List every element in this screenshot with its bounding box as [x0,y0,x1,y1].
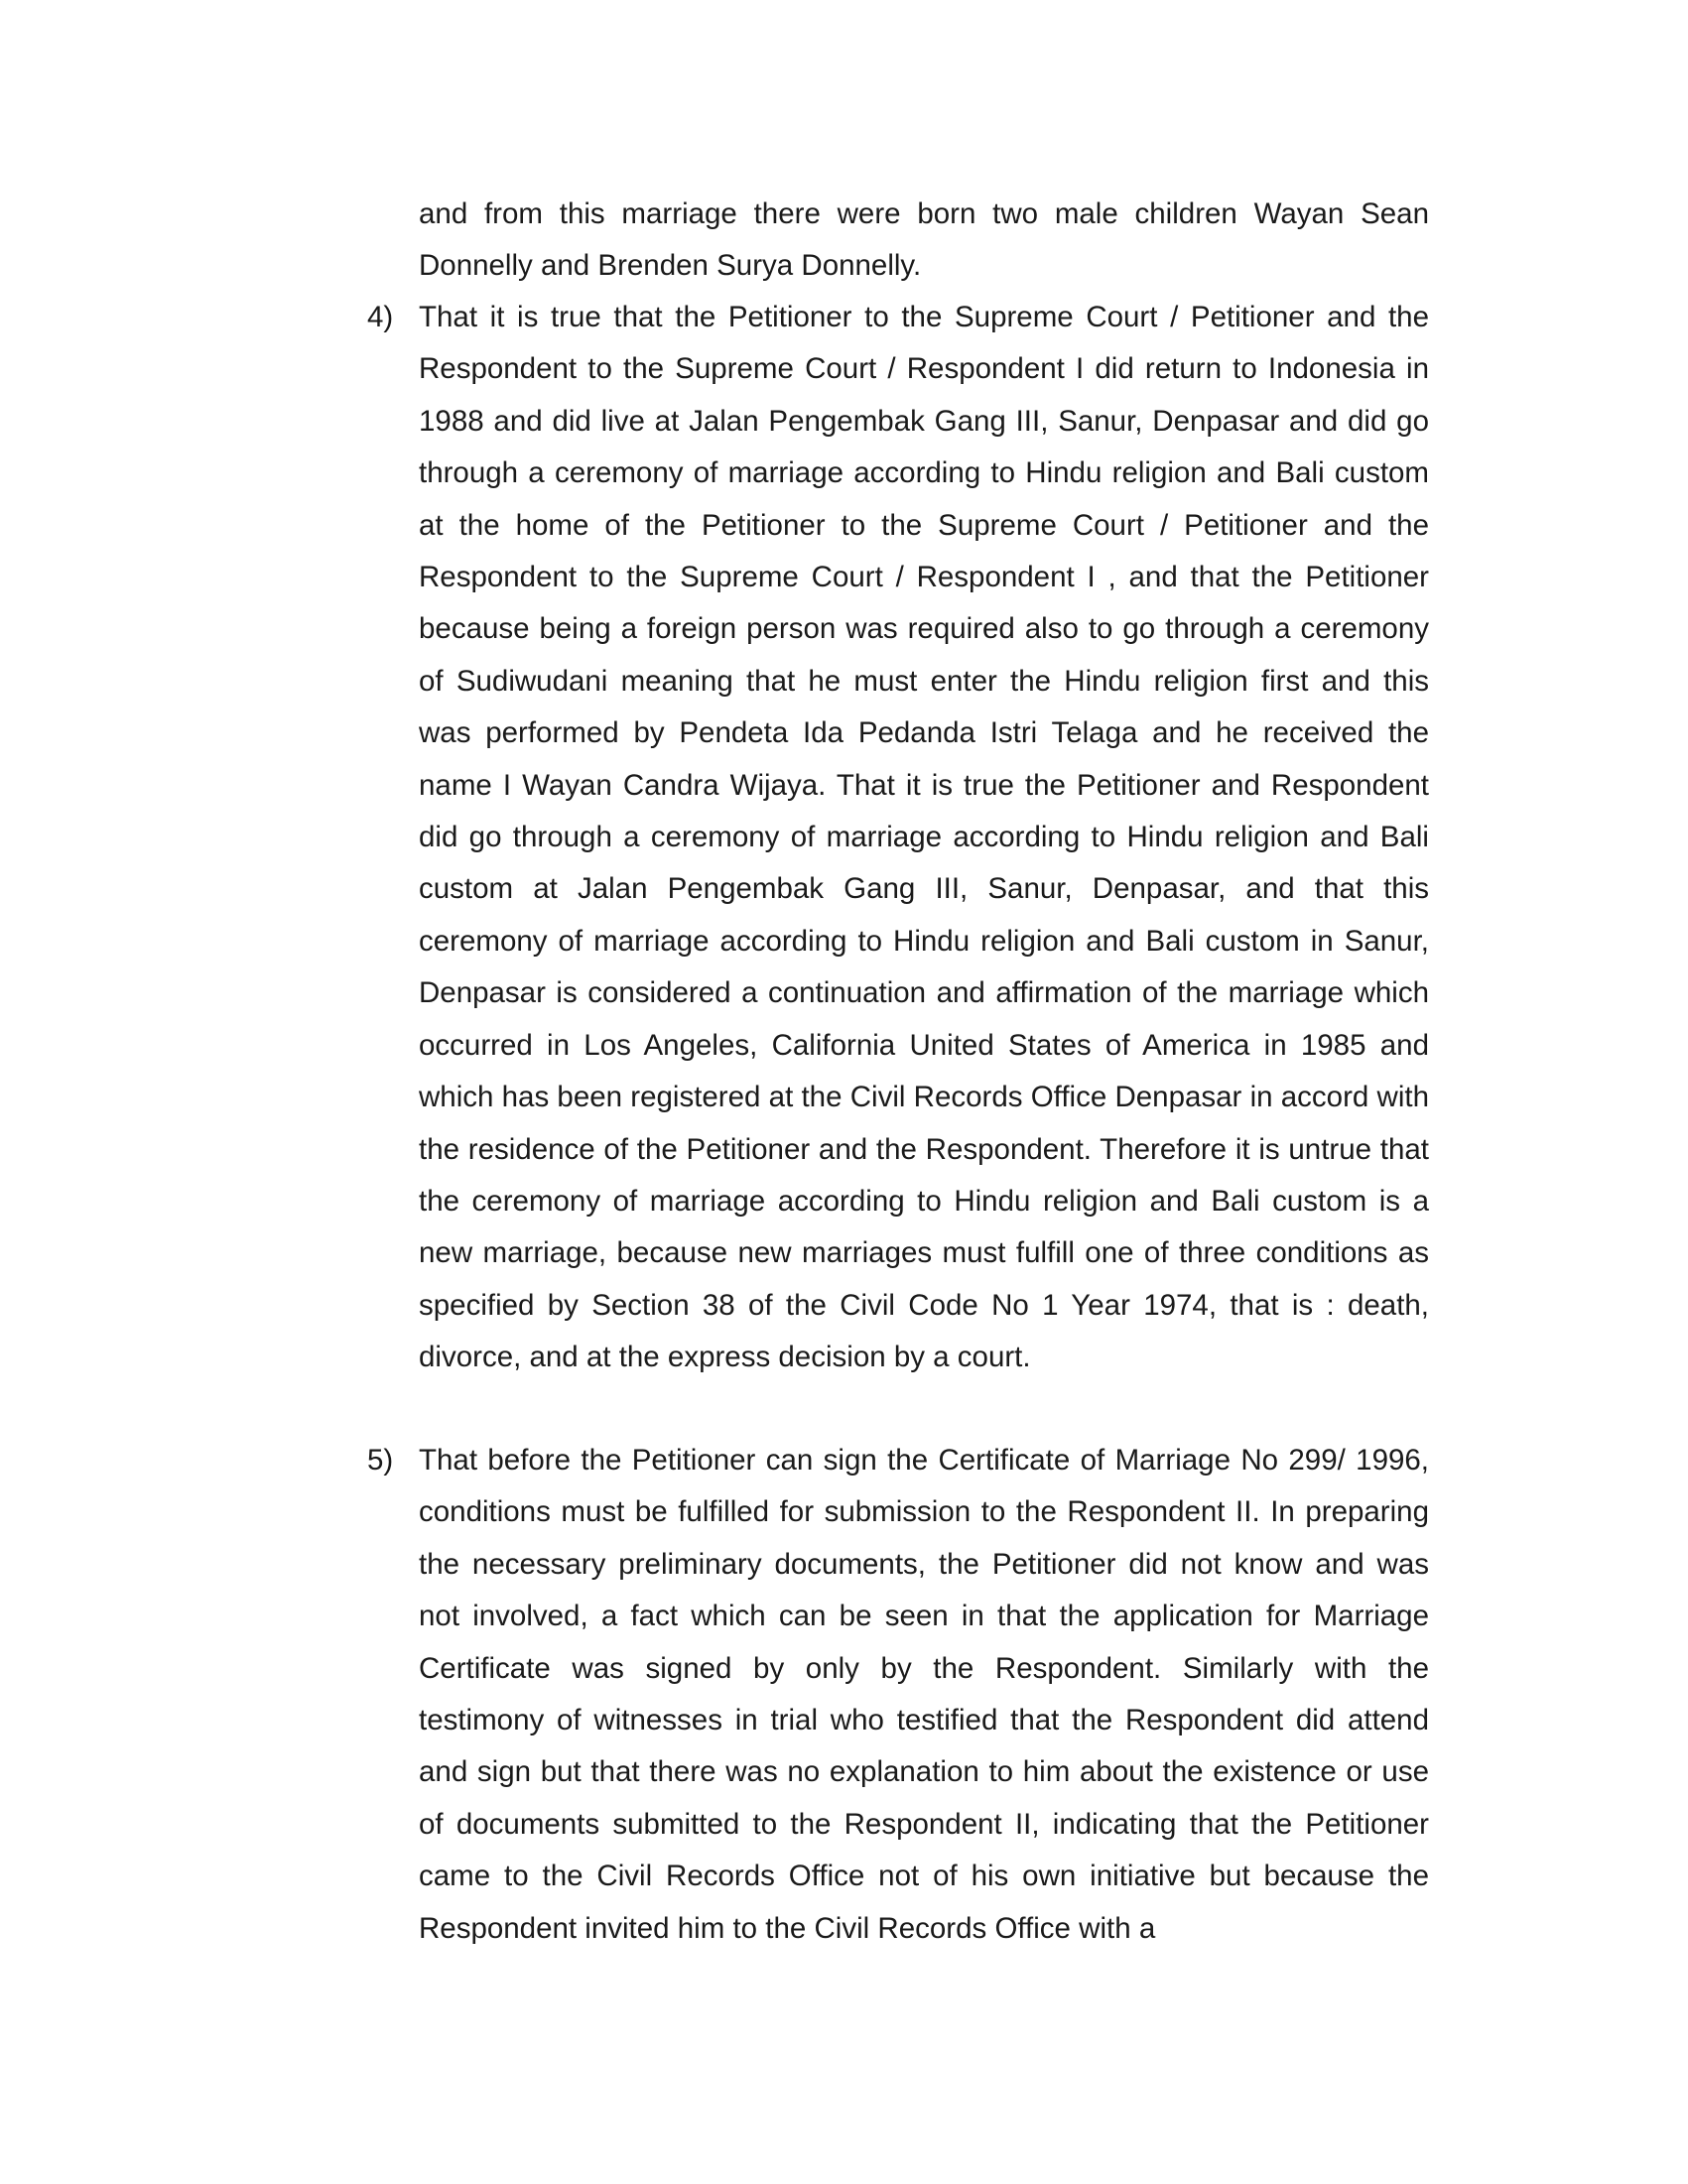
list-item-number: 4) [367,301,394,333]
list-item-text: That it is true that the Petitioner to the Supreme Court / Petitioner and the Respondent to the Supreme Court / Respondent I did return to Indonesia in 1988 and did live at Jalan Pengembak Gang III, Sanur, Denpasar and did go through a ceremony of marriage according to Hindu religion and Bali custom at the home of the Petitioner to the Supreme Court / Petitioner and the Respondent to the Supreme Court / Respondent I , and that the Petitioner because being a foreign person was required also to go through a ceremony of Sudiwudani meaning that he must enter the Hindu religion first and this was performed by Pendeta Ida Pedanda Istri Telaga and he received the name I Wayan Candra Wijaya. That it is true the Petitioner and Respondent did go through a ceremony of marriage according to Hindu religion and Bali custom at Jalan Pengembak Gang III, Sanur, Denpasar, and that this ceremony of marriage according to Hindu religion and Bali custom in Sanur, Denpasar is considered a continuation and affirmation of the marriage which occurred in Los Angeles, California United States of America in 1985 and which has been registered at the Civil Records Office Denpasar in accord with the residence of the Petitioner and the Respondent. Therefore it is untrue that the ceremony of marriage according to Hindu religion and Bali custom is a new marriage, because new marriages must fulfill one of three conditions as specified by Section 38 of the Civil Code No 1 Year 1974, that is : death, divorce, and at the express decision by a court. [419,301,1429,1374]
list-item-text: That before the Petitioner can sign the Certificate of Marriage No 299/ 1996, conditions must be fulfilled for submission to the Respondent II. In preparing the necessary preliminary documents, the Petitioner did not know and was not involved, a fact which can be seen in that the application for Marriage Certificate was signed by only by the Respondent. Similarly with the testimony of witnesses in trial who testified that the Respondent did attend and sign but that there was no explanation to him about the existence or use of documents submitted to the Respondent II, indicating that the Petitioner came to the Civil Records Office not of his own initiative but because the Respondent invited him to the Civil Records Office with a [419,1444,1429,1945]
continuation-paragraph: and from this marriage there were born two male children Wayan Sean Donnelly and Brenden Surya Donnelly. [419,197,1429,283]
list-item-number: 5) [367,1444,394,1477]
